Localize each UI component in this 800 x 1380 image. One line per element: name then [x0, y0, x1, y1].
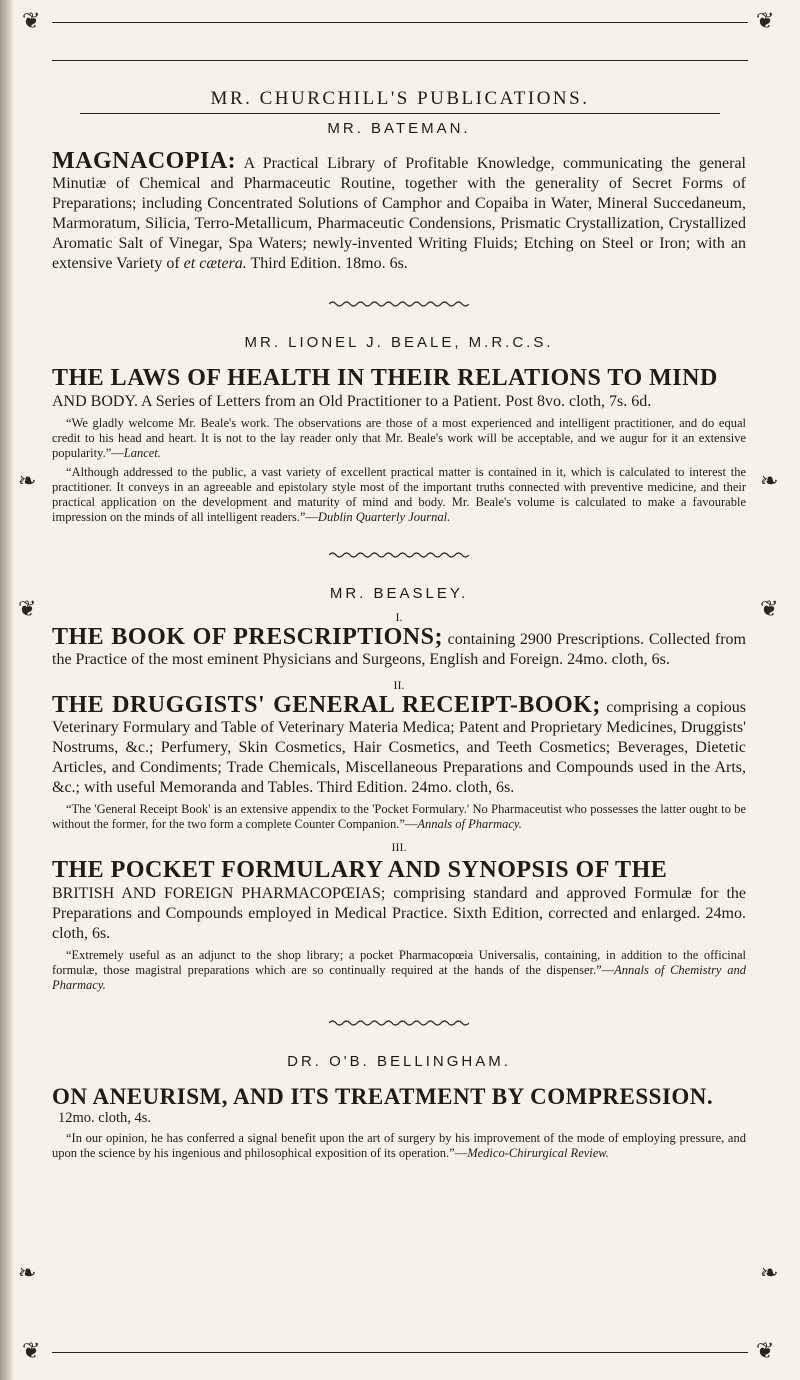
entry-text: AND BODY. A Series of Letters from an Old Practitioner to a Patient. Post 8vo. cloth, 7s. 6d.	[52, 393, 652, 410]
author-heading: MR. BATEMAN.	[327, 120, 471, 137]
book-title: THE DRUGGISTS' GENERAL RECEIPT-BOOK;	[52, 692, 601, 718]
entry-text: THE BOOK OF PRESCRIPTIONS; containing 2900 Prescriptions. Collected from the Practice of the most eminent Physicians and Surgeons, English and Foreign. 24mo. cloth, 6s.	[52, 624, 746, 668]
author-heading: MR. LIONEL J. BEALE, M.R.C.S.	[244, 334, 554, 351]
book-title: THE BOOK OF PRESCRIPTIONS;	[52, 624, 443, 650]
header-rule	[52, 60, 748, 61]
corner-ornament-icon: ❦	[756, 8, 775, 33]
content	[52, 120, 746, 1161]
review-quote: “The 'General Receipt Book' is an extensive appendix to the 'Pocket Formulary.' No Pharmaceutist who possesses the latter ought to be without the former, for the two form a complete Counter Companion.”—Annals of Pharmacy.	[52, 802, 746, 831]
side-ornament-icon: ❧	[760, 468, 779, 493]
review-quote: “In our opinion, he has conferred a signal benefit upon the art of surgery by his improvement of the mode of employing pressure, and upon the science by his ingenious and philosophical exposition of its operation.”—Medico-Chirurgical Review.	[52, 1131, 746, 1160]
running-head: MR. CHURCHILL'S PUBLICATIONS.	[210, 88, 590, 109]
book-details: 12mo. cloth, 4s.	[58, 1110, 152, 1126]
wavy-divider	[329, 300, 469, 308]
item-numeral: III.	[391, 840, 407, 854]
section-bateman	[52, 120, 746, 274]
author-heading: MR. BEASLEY.	[329, 585, 469, 602]
book-title: MAGNACOPIA:	[52, 148, 237, 174]
section-beasley	[52, 585, 746, 993]
side-ornament-icon: ❦	[18, 596, 37, 621]
side-ornament-icon: ❧	[18, 1260, 37, 1285]
author-heading: DR. O'B. BELLINGHAM.	[287, 1053, 511, 1070]
book-title: THE LAWS OF HEALTH IN THEIR RELATIONS TO MIND	[52, 365, 718, 391]
section-beale	[52, 334, 746, 525]
corner-ornament-icon: ❦	[756, 1338, 775, 1363]
book-title: THE POCKET FORMULARY AND SYNOPSIS OF THE	[52, 857, 668, 883]
corner-ornament-icon: ❦	[22, 1338, 41, 1363]
entry-text: MAGNACOPIA: A Practical Library of Profitable Knowledge, communicating the general Minutiæ of Chemical and Pharmaceutic Routine, together with the generality of Secret Forms of Preparations; including Concentrated Solutions of Camphor and Copaiba in Water, Mineral Succedaneum, Marmoratum, Silicia, Terro-Metallicum, Pharmaceutic Condensions, Prismatic Crystallization, Crystallized Aromatic Salt of Vinegar, Spa Waters; newly-invented Writing Fluids; Etching on Steel or Iron; with an extensive Variety of et cætera. Third Edition. 18mo. 6s.	[52, 148, 746, 272]
item-numeral: I.	[395, 610, 403, 624]
book-title: ON ANEURISM, AND ITS TREATMENT BY COMPRESSION.	[52, 1084, 714, 1109]
header-rule	[52, 22, 748, 23]
corner-ornament-icon: ❦	[22, 8, 41, 33]
review-quote: “Although addressed to the public, a vast variety of excellent practical matter is contained in it, which is calculated to interest the practitioner. It conveys in an agreeable and epistolary style most of the important truths connected with preventive medicine, and their practical application on the development and maturity of mind and body. Mr. Beale's volume is calculated to make a favourable impression on the minds of all intelligent readers.”—Dublin Quarterly Journal.	[52, 465, 746, 524]
review-quote: “We gladly welcome Mr. Beale's work. The observations are those of a most experienced and intelligent practitioner, and do equal credit to his head and heart. It is not to the lay reader only that Mr. Beale's work will be acceptable, and we augur for it an extensive popularity.”—Lancet.	[52, 416, 746, 460]
side-ornament-icon: ❦	[760, 596, 779, 621]
binding-gutter	[0, 0, 14, 1380]
footer-rule	[52, 1352, 748, 1353]
wavy-divider	[329, 551, 469, 559]
side-ornament-icon: ❧	[760, 1260, 779, 1285]
entry-text: THE DRUGGISTS' GENERAL RECEIPT-BOOK; comprising a copious Veterinary Formulary and Table of Veterinary Materia Medica; Patent and Proprietary Medicines, Druggists' Nostrums, &c.; Perfumery, Skin Cosmetics, Hair Cosmetics, and Teeth Cosmetics; Beverages, Dietetic Articles, and Condiments; Trade Chemicals, Miscellaneous Preparations and Compounds used in the Arts, &c.; with useful Memoranda and Tables. Third Edition. 24mo. cloth, 6s.	[52, 692, 746, 796]
side-ornament-icon: ❧	[18, 468, 37, 493]
section-bellingham	[52, 1053, 746, 1161]
entry-text: BRITISH AND FOREIGN PHARMACOPŒIAS; comprising standard and approved Formulæ for the Preparations and Compounds employed in Medical Practice. Sixth Edition, corrected and enlarged. 24mo. cloth, 6s.	[52, 885, 746, 942]
review-quote: “Extremely useful as an adjunct to the shop library; a pocket Pharmacopœia Universalis, containing, in addition to the officinal formulæ, those magistral preparations which are so continually required at the hands of the dispenser.”—Annals of Chemistry and Pharmacy.	[52, 948, 746, 992]
item-numeral: II.	[393, 678, 405, 692]
wavy-divider	[329, 1019, 469, 1027]
header-rule	[80, 113, 720, 114]
